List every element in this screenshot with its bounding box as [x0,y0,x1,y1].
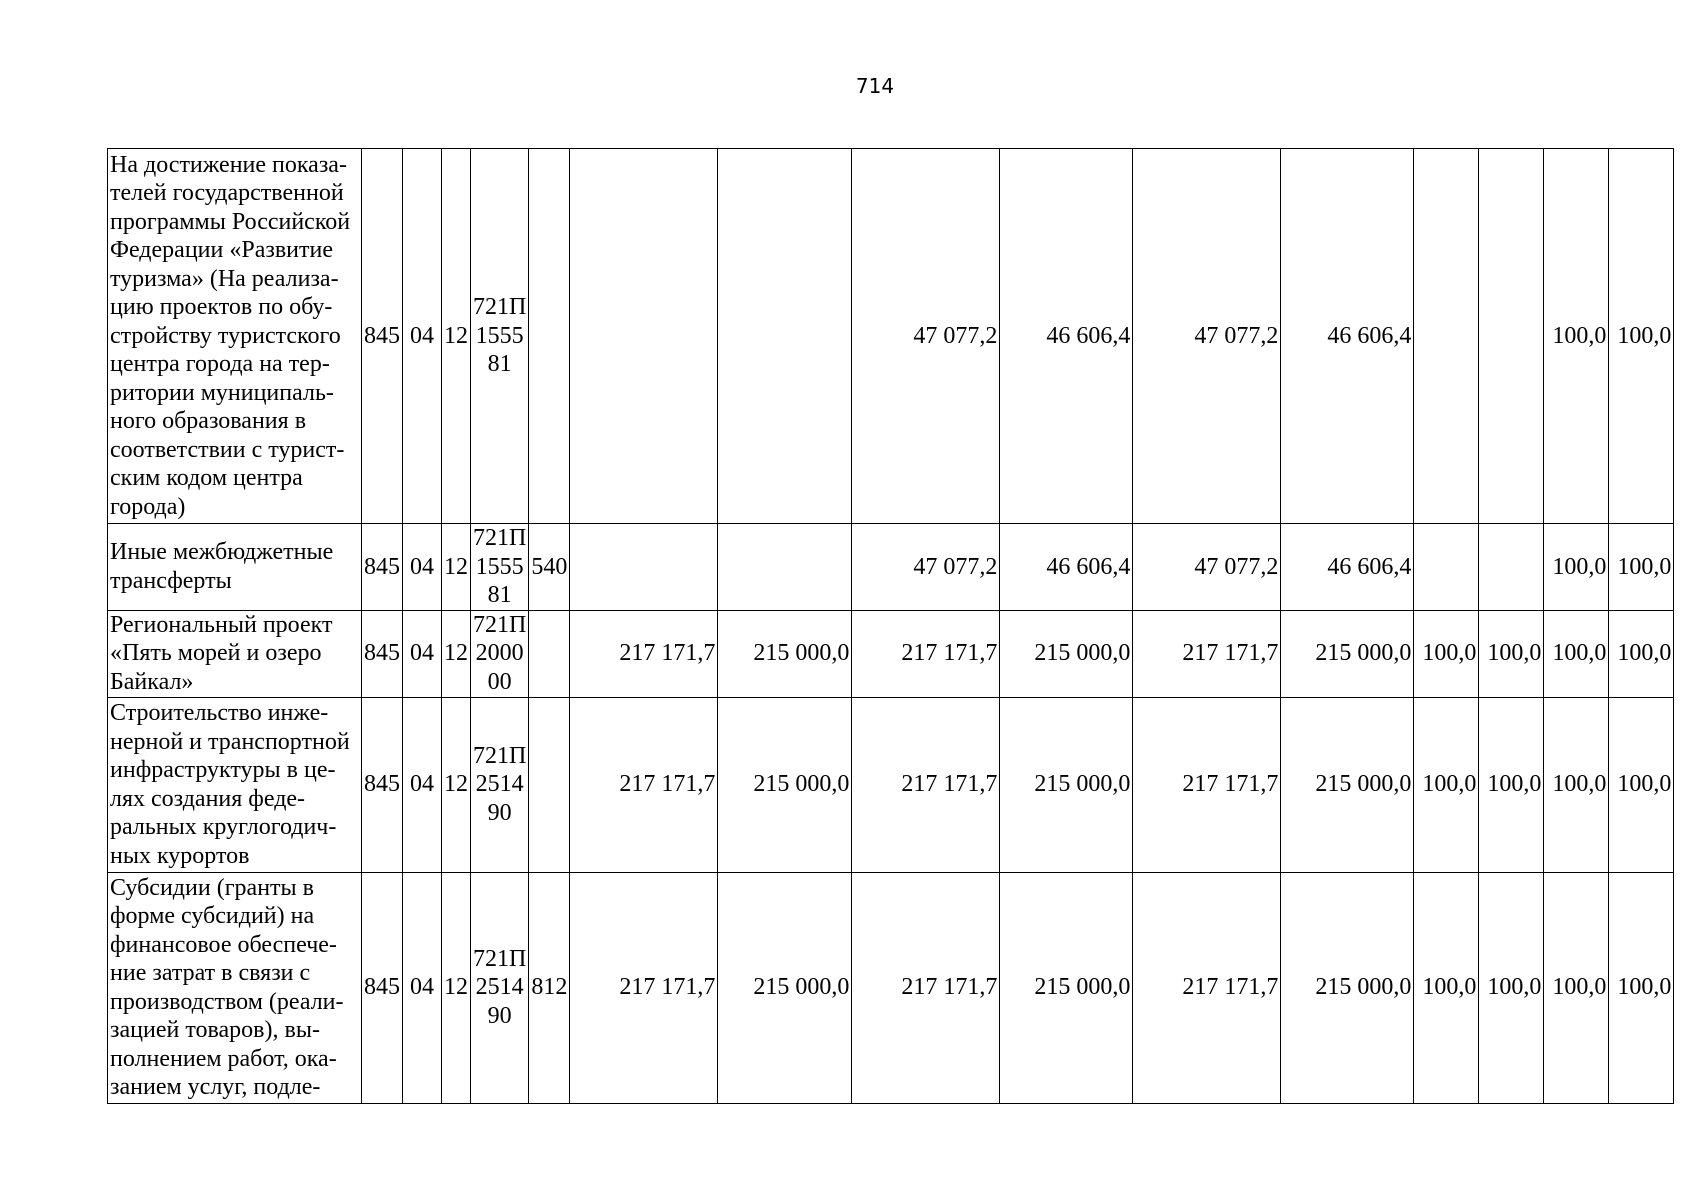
section-code: 04 [403,524,442,611]
amount-6: 215 000,0 [1281,697,1414,872]
page-number: 714 [855,74,895,98]
percent-4: 100,0 [1609,697,1674,872]
grbs-code: 845 [362,697,403,872]
percent-4: 100,0 [1609,610,1674,697]
percent-3: 100,0 [1544,149,1609,524]
expense-type-code [529,610,570,697]
percent-2 [1479,524,1544,611]
grbs-code: 845 [362,149,403,524]
expense-type-code: 540 [529,524,570,611]
table-row [108,149,1674,524]
row-name: На достижение показа- телей государственной программы Российской Федерации «Развитие туризма» (На реализа- цию проектов по обу- стройству туристского центра города на тер- ритории муниципаль- ного образования в соответствии с турист- ским кодом центра города) [108,149,362,524]
amount-6: 46 606,4 [1281,149,1414,524]
table-row [108,524,1674,611]
amount-5: 217 171,7 [1133,697,1281,872]
subsection-code: 12 [442,149,471,524]
amount-6: 215 000,0 [1281,610,1414,697]
budget-table [107,148,1674,1104]
subsection-code: 12 [442,872,471,1103]
row-name: Строительство инже- нерной и транспортной инфраструктуры в це- лях создания феде- ральных круглогодич- ных курортов [108,697,362,872]
section-code: 04 [403,610,442,697]
grbs-code: 845 [362,610,403,697]
amount-6: 46 606,4 [1281,524,1414,611]
amount-4: 215 000,0 [1000,697,1133,872]
amount-5: 47 077,2 [1133,524,1281,611]
amount-3: 47 077,2 [852,149,1000,524]
amount-1: 217 171,7 [570,697,718,872]
section-code: 04 [403,149,442,524]
percent-1: 100,0 [1414,610,1479,697]
target-article-code: 721П 1555 81 [471,524,529,611]
percent-2: 100,0 [1479,697,1544,872]
amount-5: 47 077,2 [1133,149,1281,524]
amount-5: 217 171,7 [1133,610,1281,697]
amount-2: 215 000,0 [718,872,852,1103]
amount-2: 215 000,0 [718,610,852,697]
percent-3: 100,0 [1544,872,1609,1103]
percent-3: 100,0 [1544,697,1609,872]
grbs-code: 845 [362,524,403,611]
section-code: 04 [403,697,442,872]
percent-4: 100,0 [1609,872,1674,1103]
amount-3: 217 171,7 [852,872,1000,1103]
amount-5: 217 171,7 [1133,872,1281,1103]
amount-3: 217 171,7 [852,610,1000,697]
amount-1 [570,524,718,611]
amount-3: 217 171,7 [852,697,1000,872]
percent-1 [1414,149,1479,524]
amount-2 [718,524,852,611]
expense-type-code: 812 [529,872,570,1103]
subsection-code: 12 [442,524,471,611]
amount-6: 215 000,0 [1281,872,1414,1103]
percent-3: 100,0 [1544,524,1609,611]
expense-type-code [529,697,570,872]
target-article-code: 721П 2000 00 [471,610,529,697]
amount-1 [570,149,718,524]
percent-1: 100,0 [1414,872,1479,1103]
percent-1: 100,0 [1414,697,1479,872]
amount-4: 215 000,0 [1000,872,1133,1103]
target-article-code: 721П 2514 90 [471,872,529,1103]
percent-4: 100,0 [1609,524,1674,611]
target-article-code: 721П 1555 81 [471,149,529,524]
amount-4: 215 000,0 [1000,610,1133,697]
row-name: Иные межбюджетные трансферты [108,524,362,611]
percent-3: 100,0 [1544,610,1609,697]
percent-2: 100,0 [1479,872,1544,1103]
table-row [108,697,1674,872]
row-name: Региональный проект «Пять морей и озеро Байкал» [108,610,362,697]
table-row [108,872,1674,1103]
amount-2: 215 000,0 [718,697,852,872]
percent-2: 100,0 [1479,610,1544,697]
target-article-code: 721П 2514 90 [471,697,529,872]
percent-4: 100,0 [1609,149,1674,524]
amount-1: 217 171,7 [570,872,718,1103]
amount-4: 46 606,4 [1000,149,1133,524]
percent-2 [1479,149,1544,524]
amount-2 [718,149,852,524]
row-name: Субсидии (гранты в форме субсидий) на финансовое обеспече- ние затрат в связи с производством (реали- зацией товаров), вы- полнением работ, ока- занием услуг, подле- [108,872,362,1103]
percent-1 [1414,524,1479,611]
subsection-code: 12 [442,697,471,872]
amount-3: 47 077,2 [852,524,1000,611]
grbs-code: 845 [362,872,403,1103]
expense-type-code [529,149,570,524]
subsection-code: 12 [442,610,471,697]
table-row [108,610,1674,697]
amount-1: 217 171,7 [570,610,718,697]
section-code: 04 [403,872,442,1103]
amount-4: 46 606,4 [1000,524,1133,611]
